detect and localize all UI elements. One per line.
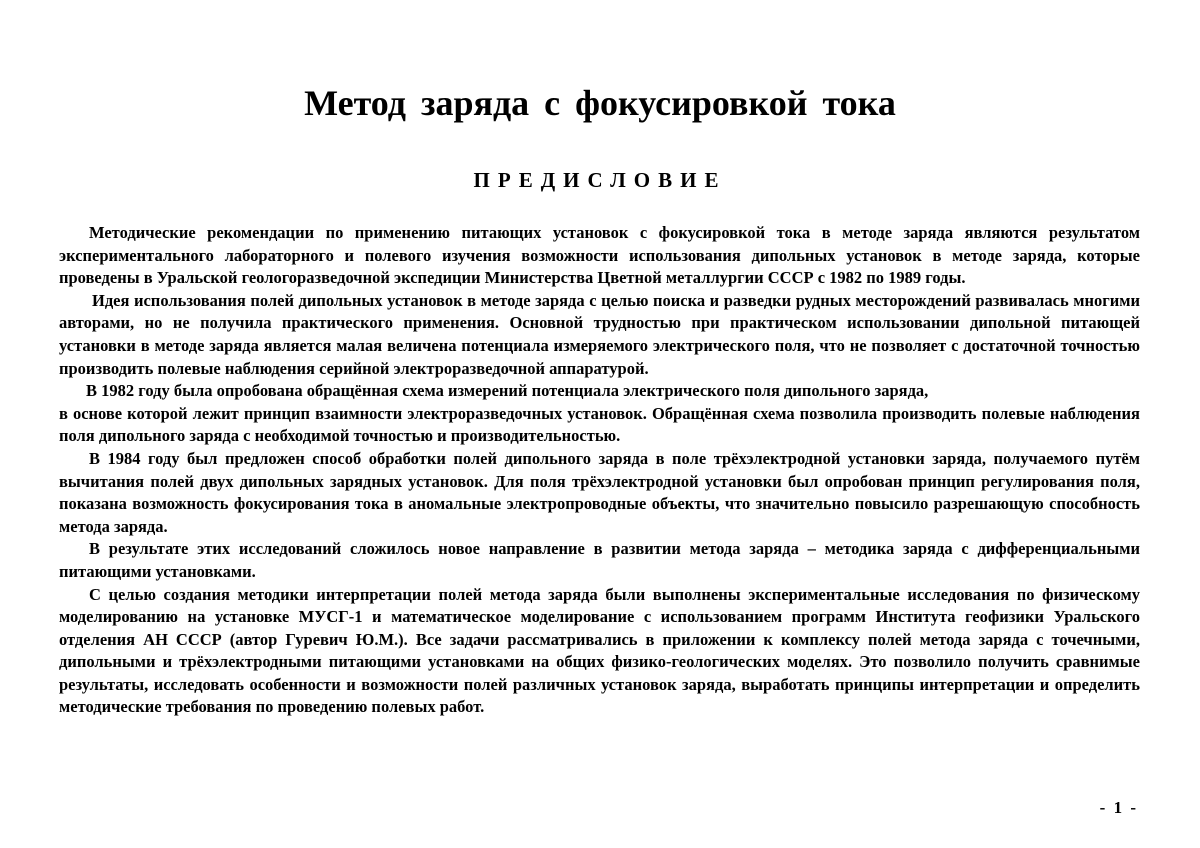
document-title: Метод заряда с фокусировкой тока (304, 83, 896, 123)
paragraph-1: Методические рекомендации по применению питающих установок с фокусировкой тока в методе заряда являются результатом экспериментального лабораторного и полевого изучения возможности использования дипольных установок в методе заряда, которые проведены в Уральской геологоразведочной экспедиции Министерства Цветной металлургии СССР с 1982 по 1989 годы. (59, 223, 1140, 288)
paragraph-3 (59, 380, 1140, 448)
paragraph-2: Идея использования полей дипольных установок в методе заряда с целью поиска и разведки рудных месторождений развивалась многими авторами, но не получила практического применения. Основной трудностью при практическом использовании дипольной питающей установки в методе заряда является малая величена потенциала измеряемого электрического поля, что не позволяет с достаточной точностью производить полевые наблюдения серийной электроразведочной аппаратурой. (59, 290, 1140, 378)
paragraph-3-continuation: в основе которой лежит принцип взаимности электроразведочных установок. Обращённая схема позволила производить полевые наблюдения поля дипольного заряда с необходимой точностью и производительностью. (59, 403, 1140, 446)
paragraph-6: С целью создания методики интерпретации полей метода заряда были выполнены экспериментальные исследования по физическому моделированию на установке МУСГ-1 и математическое моделирование с использованием программ Института геофизики Уральского отделения АН СССР (автор Гуревич Ю.М.). Все задачи рассматривались в приложении к комплексу полей метода заряда с точечными, дипольными и трёхэлектродными питающими установками на общих физико-геологических моделях. Это позволило получить сравнимые результаты, исследовать особенности и возможности полей различных установок заряда, выработать принципы интерпретации и определить методические требования по проведению полевых работ. (59, 584, 1140, 717)
paragraph-4: В 1984 году был предложен способ обработки полей дипольного заряда в поле трёхэлектродной установки заряда, получаемого путём вычитания полей двух дипольных зарядных установок. Для поля трёхэлектродной установки был опробован принцип регулирования поля, показана возможность фокусирования тока в аномальные электропроводные объекты, что значительно повысило разрешающую способность метода заряда. (59, 448, 1140, 536)
paragraph-5: В результате этих исследований сложилось новое направление в развитии метода заряда – методика заряда с дифференциальными питающими установками. (59, 539, 1140, 581)
document-body (59, 222, 1140, 719)
section-heading: ПРЕДИСЛОВИЕ (473, 168, 727, 192)
paragraph-3-first-line: В 1982 году была опробована обращённая схема измерений потенциала электрического поля дипольного заряда, (86, 381, 929, 401)
page-number: - 1 - (1099, 798, 1138, 817)
